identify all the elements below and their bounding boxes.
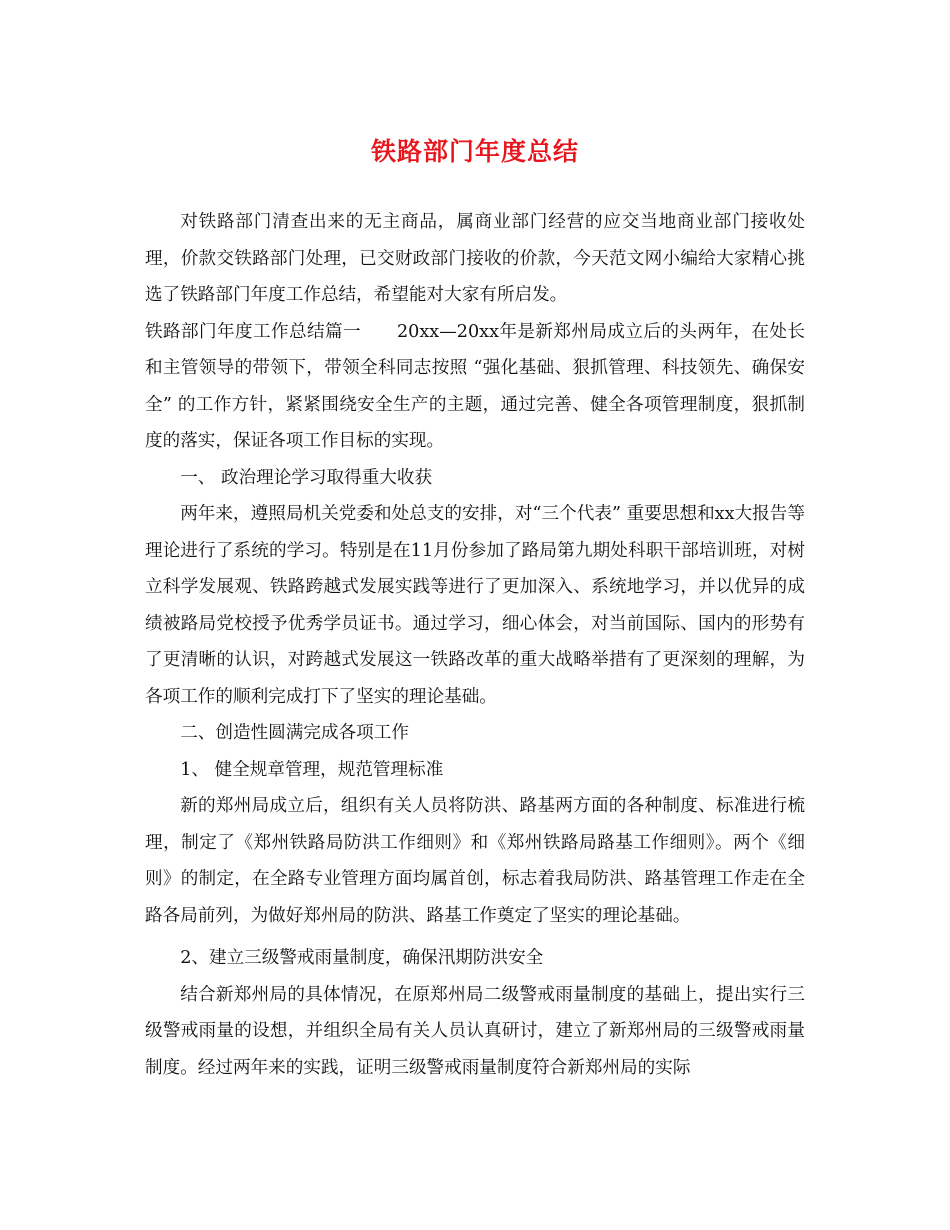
section1-heading: 一、 政治理论学习取得重大收获 — [180, 467, 433, 488]
intro-paragraph: 对铁路部门清查出来的无主商品，属商业部门经营的应交当地商业部门接收处理，价款交铁路部门处理，已交财政部门接收的价款，今天范文网小编给大家精心挑选了铁路部门年度工作总结，希望能对大家有所启发。 — [145, 212, 805, 305]
item1-paragraph: 新的郑州局成立后，组织有关人员将防洪、路基两方面的各种制度、标准进行梳理，制定了《郑州铁路局防洪工作细则》和《郑州铁路局路基工作细则》。两个《细则》的制定，在全路专业管理方面均属首创，标志着我局防洪、路基管理工作走在全路各局前列，为做好郑州局的防洪、路基工作奠定了坚实的理论基础。 — [145, 796, 805, 926]
section1-paragraph: 两年来，遵照局机关党委和处总支的安排，对“三个代表” 重要思想和xx大报告等理论进行了系统的学习。特别是在11月份参加了路局第九期处科职干部培训班，对树立科学发展观、铁路跨越式发展实践等进行了更加深入、系统地学习，并以优异的成绩被路局党校授予优秀学员证书。通过学习，细心体会，对当前国际、国内的形势有了更清晰的认识，对跨越式发展这一铁路改革的重大战略举措有了更深刻的理解，为各项工作的顺利完成打下了坚实的理论基础。 — [145, 504, 805, 707]
item2-heading: 2、建立三级警戒雨量制度，确保汛期防洪安全 — [180, 948, 544, 968]
part1-opening-paragraph: 铁路部门年度工作总结篇一 20xx—20xx年是新郑州局成立后的头两年，在处长和主管领导的带领下，带领全科同志按照 “强化基础、狠抓管理、科技领先、确保安全” 的工作方针，紧紧围绕安全生产的主题，通过完善、健全各项管理制度，狠抓制度的落实，保证各项工作目标的实现。 — [145, 321, 805, 451]
section2-heading: 二、创造性圆满完成各项工作 — [180, 723, 409, 743]
document-body — [145, 204, 805, 1086]
document-title: 铁路部门年度总结 — [370, 137, 579, 166]
item2-paragraph: 结合新郑州局的具体情况，在原郑州局二级警戒雨量制度的基础上，提出实行三级警戒雨量的设想，并组织全局有关人员认真研讨，建立了新郑州局的三级警戒雨量制度。经过两年来的实践，证明三级警戒雨量制度符合新郑州局的实际 — [145, 984, 805, 1078]
item1-heading: 1、 健全规章管理，规范管理标准 — [180, 759, 444, 780]
